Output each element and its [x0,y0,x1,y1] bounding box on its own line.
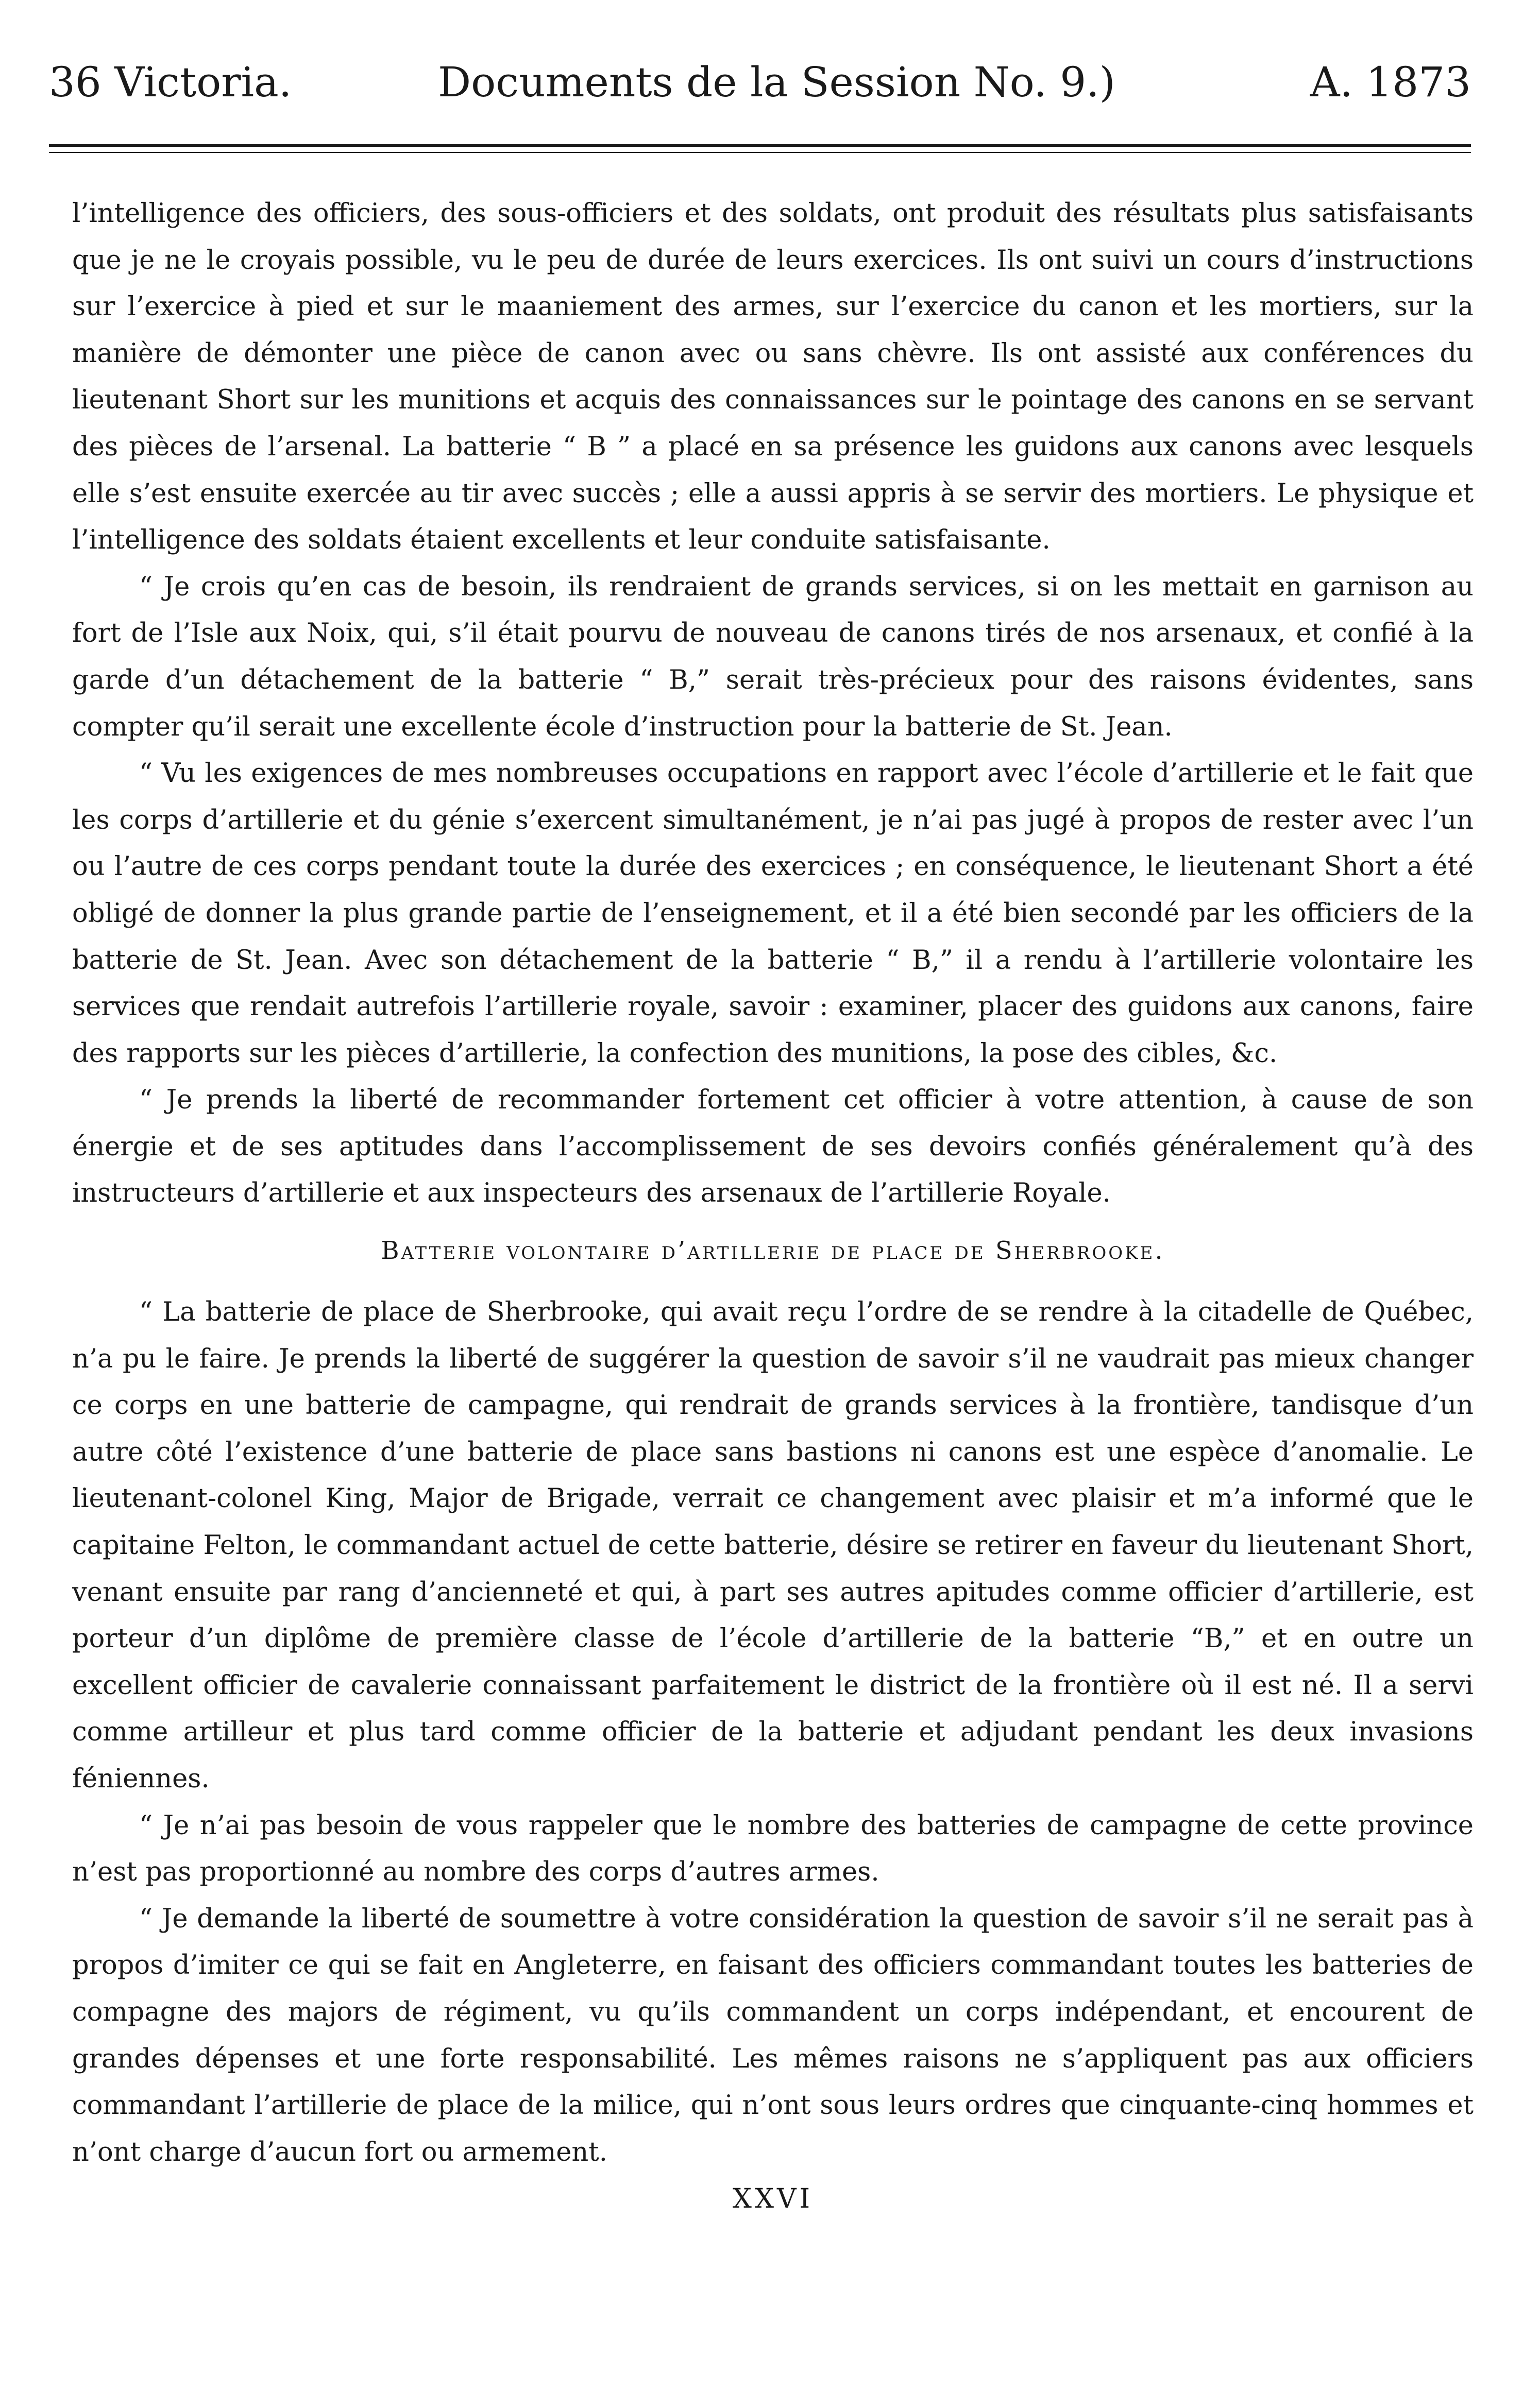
header-regnal-year: 36 Victoria. [49,58,292,106]
paragraph: “ La batterie de place de Sherbrooke, qui avait reçu l’ordre de se rendre à la citadelle de Québec, n’a pu le faire. Je prends la liberté de suggérer la question de savoir s’il ne vaudrait pas mieux changer ce corps en une batterie de campagne, qui rendrait de grands services à la frontière, tandisque d’un autre côté l’existence d’une batterie de place sans bastions ni canons est une espèce d’anomalie. Le lieutenant-colonel King, Major de Brigade, verrait ce changement avec plaisir et m’a informé que le capitaine Felton, le commandant actuel de cette batterie, désire se retirer en faveur du lieutenant Short, venant ensuite par rang d’ancienneté et qui, à part ses autres apitudes comme officier d’artillerie, est porteur d’un diplôme de première classe de l’école d’artillerie de la batterie “B,” et en outre un excellent officier de cavalerie connaissant parfaitement le district de la frontière où il est né. Il a servi comme artilleur et plus tard comme officier de la batterie et adjudant pendant les deux invasions féniennes. [72,1297,1474,1794]
body-text [72,191,1474,2222]
header-year: A. 1873 [1310,58,1471,106]
section-heading: Batterie volontaire d’artillerie de place de Sherbrooke. [381,1236,1165,1266]
page-number: XXVI [732,2183,814,2215]
paragraph: “ Vu les exigences de mes nombreuses occupations en rapport avec l’école d’artillerie et le fait que les corps d’artillerie et du génie s’exercent simultanément, je n’ai pas jugé à propos de rester avec l’un ou l’autre de ces corps pendant toute la durée des exercices ; en conséquence, le lieutenant Short a été obligé de donner la plus grande partie de l’enseignement, et il a été bien secondé par les officiers de la batterie de St. Jean. Avec son détachement de la batterie “ B,” il a rendu à l’artillerie volontaire les services que rendait autrefois l’artillerie royale, savoir : examiner, placer des guidons aux canons, faire des rapports sur les pièces d’artillerie, la confection des munitions, la pose des cibles, &c. [72,758,1474,1069]
paragraph: “ Je demande la liberté de soumettre à votre considération la question de savoir s’il ne serait pas à propos d’imiter ce qui se fait en Angleterre, en faisant des officiers commandant toutes les batteries de compagne des majors de régiment, vu qu’ils commandent un corps indépendant, et encourent de grandes dépenses et une forte responsabilité. Les mêmes raisons ne s’appliquent pas aux officiers commandant l’artillerie de place de la milice, qui n’ont sous leurs ordres que cinquante-cinq hommes et n’ont charge d’aucun fort ou armement. [72,1903,1474,2167]
header-rule-thick [49,144,1471,147]
running-header [49,49,1471,116]
paragraph: “ Je crois qu’en cas de besoin, ils rendraient de grands services, si on les mettait en garnison au fort de l’Isle aux Noix, qui, s’il était pourvu de nouveau de canons tirés de nos arsenaux, et confié à la garde d’un détachement de la batterie “ B,” serait très-précieux pour des raisons évidentes, sans compter qu’il serait une excellente école d’instruction pour la batterie de St. Jean. [72,571,1474,742]
header-rule-thin [49,152,1471,153]
paragraph: “ Je prends la liberté de recommander fortement cet officier à votre attention, à cause de son énergie et de ses aptitudes dans l’accomplissement de ses devoirs confiés généralement qu’à des instructeurs d’artillerie et aux inspecteurs des arsenaux de l’artillerie Royale. [72,1085,1474,1209]
paragraph: “ Je n’ai pas besoin de vous rappeler que le nombre des batteries de campagne de cette province n’est pas proportionné au nombre des corps d’autres armes. [72,1810,1474,1888]
header-document-title: Documents de la Session No. 9.) [438,58,1115,106]
paragraph: l’intelligence des officiers, des sous-officiers et des soldats, ont produit des résultats plus satisfaisants que je ne le croyais possible, vu le peu de durée de leurs exercices. Ils ont suivi un cours d’instructions sur l’exercice à pied et sur le maaniement des armes, sur l’exercice du canon et les mortiers, sur la manière de démonter une pièce de canon avec ou sans chèvre. Ils ont assisté aux conférences du lieutenant Short sur les munitions et acquis des connaissances sur le pointage des canons en se servant des pièces de l’arsenal. La batterie “ B ” a placé en sa présence les guidons aux canons avec lesquels elle s’est ensuite exercée au tir avec succès ; elle a aussi appris à se servir des mortiers. Le physique et l’intelligence des soldats étaient excellents et leur conduite satisfaisante. [72,198,1474,556]
